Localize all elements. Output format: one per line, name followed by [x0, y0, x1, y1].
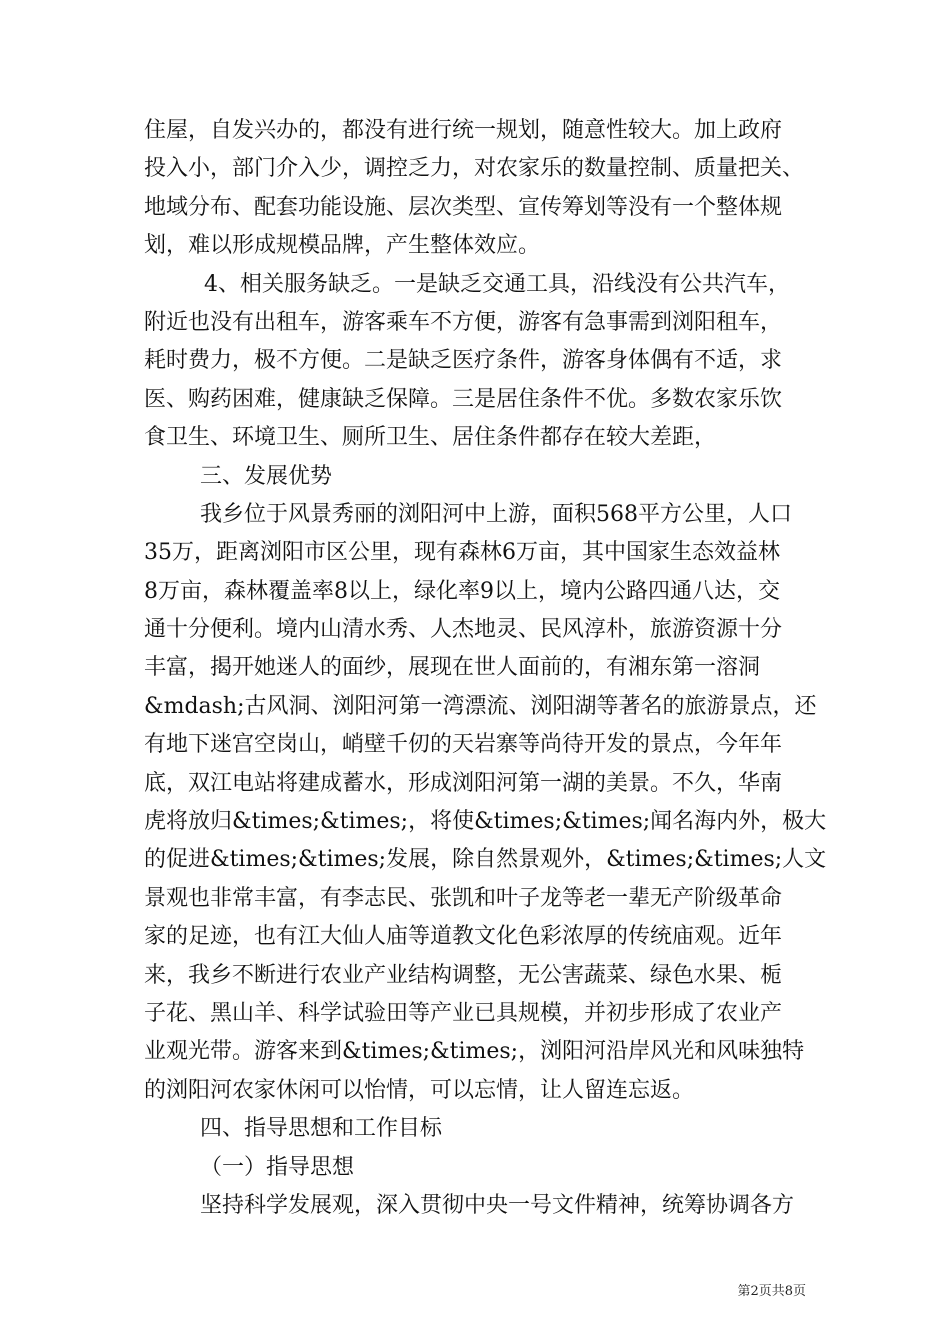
text-line: 投入小，部门介入少，调控乏力，对农家乐的数量控制、质量把关、: [144, 156, 805, 182]
body-text: [144, 112, 827, 1225]
text-line: 划，难以形成规模品牌，产生整体效应。: [144, 233, 541, 259]
section-heading-guiding-thought: 四、指导思想和工作目标: [200, 1116, 443, 1142]
subsection-heading: （一）指导思想: [200, 1154, 355, 1180]
text-line: 通十分便利。境内山清水秀、人杰地灵、民风淳朴，旅游资源十分: [144, 617, 783, 643]
text-line: 食卫生、环境卫生、厕所卫生、居住条件都存在较大差距，: [144, 425, 717, 451]
text-line: 的浏阳河农家休闲可以怡情，可以忘情，让人留连忘返。: [144, 1077, 695, 1103]
text-line: 医、购药困难，健康缺乏保障。三是居住条件不优。多数农家乐饮: [144, 386, 783, 412]
paragraph-start: 坚持科学发展观，深入贯彻中央一号文件精神，统筹协调各方: [200, 1192, 795, 1218]
text-line: 附近也没有出租车，游客乘车不方便，游客有急事需到浏阳租车，: [144, 309, 783, 335]
text-line: 业观光带。游客来到&times;&times;，浏阳河沿岸风光和风味独特: [144, 1039, 805, 1065]
text-line: 景观也非常丰富，有李志民、张凯和叶子龙等老一辈无产阶级革命: [144, 885, 783, 911]
text-line: 的促进&times;&times;发展，除自然景观外，&times;&times;人文: [144, 847, 827, 873]
page-number-footer: 第2页共8页: [737, 1284, 806, 1299]
text-line: 8万亩，森林覆盖率8以上，绿化率9以上，境内公路四通八达，交: [144, 578, 780, 604]
text-line: 有地下迷宫空岗山，峭壁千仞的天岩寨等尚待开发的景点，今年年: [144, 732, 783, 758]
text-line: 来，我乡不断进行农业产业结构调整，无公害蔬菜、绿色水果、栀: [144, 962, 783, 988]
text-line: 丰富，揭开她迷人的面纱，展现在世人面前的，有湘东第一溶洞: [144, 655, 761, 681]
text-line: &mdash;古风洞、浏阳河第一湾漂流、浏阳湖等著名的旅游景点，还: [144, 693, 817, 719]
text-line: 地域分布、配套功能设施、层次类型、宣传筹划等没有一个整体规: [144, 194, 783, 220]
text-line: 虎将放归&times;&times;，将使&times;&times;闻名海内外，极大: [144, 809, 827, 835]
text-line: 家的足迹，也有江大仙人庙等道教文化色彩浓厚的传统庙观。近年: [144, 924, 783, 950]
text-line: 35万，距离浏阳市区公里，现有森林6万亩，其中国家生态效益林: [144, 540, 780, 566]
section-heading-development-advantages: 三、发展优势: [200, 463, 333, 489]
text-line: 耗时费力，极不方便。二是缺乏医疗条件，游客身体偶有不适，求: [144, 348, 783, 374]
text-line: 底，双江电站将建成蓄水，形成浏阳河第一湖的美景。不久，华南: [144, 770, 783, 796]
text-line: 子花、黑山羊、科学试验田等产业已具规模，并初步形成了农业产: [144, 1000, 783, 1026]
paragraph-start: 我乡位于风景秀丽的浏阳河中上游，面积568平方公里，人口: [200, 501, 792, 527]
text-line: 住屋，自发兴办的，都没有进行统一规划，随意性较大。加上政府: [144, 118, 783, 143]
paragraph-4-start: 4、相关服务缺乏。一是缺乏交通工具，沿线没有公共汽车，: [204, 271, 790, 297]
